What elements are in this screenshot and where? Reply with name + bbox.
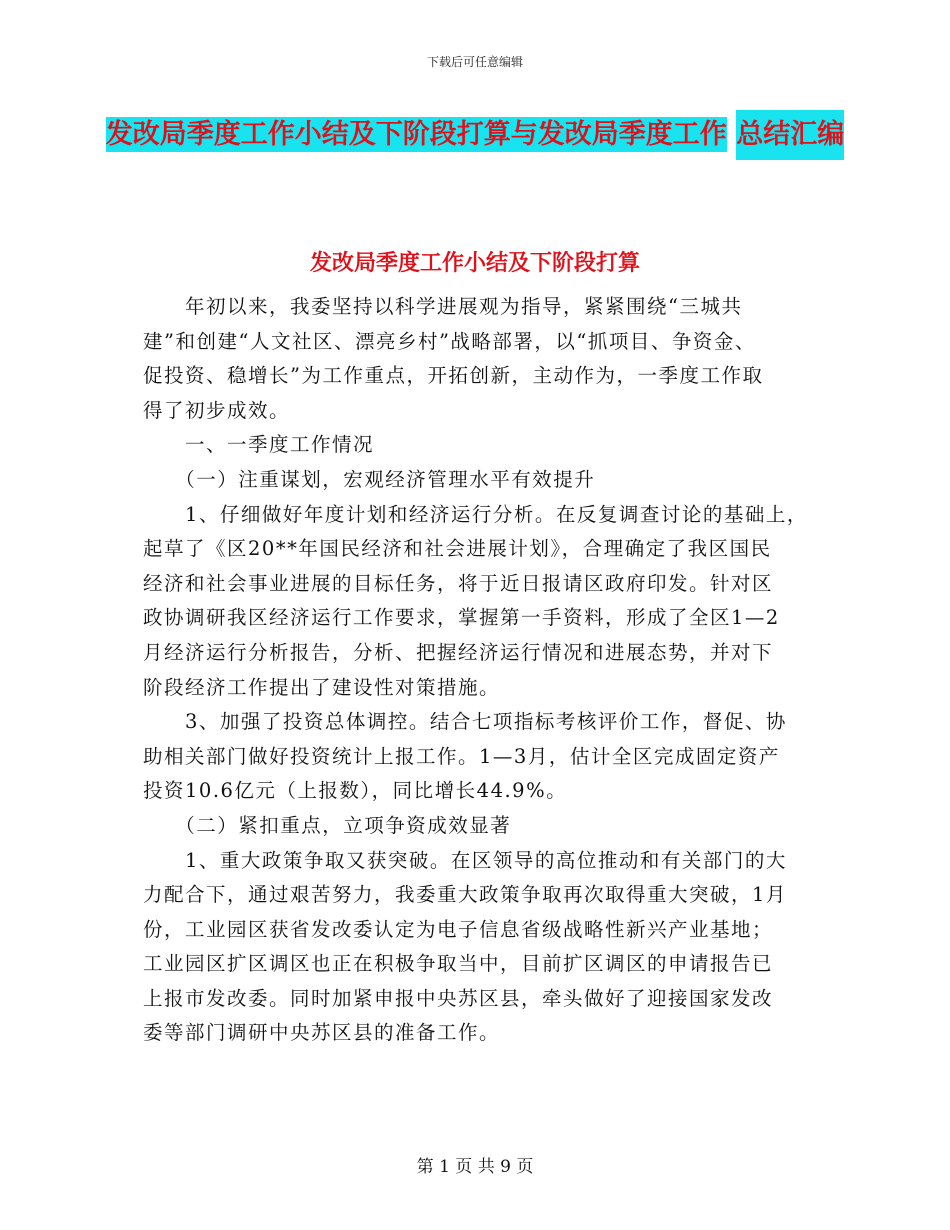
text-line: 起草了《区20**年国民经济和社会进展计划》，合理确定了我区国民 xyxy=(143,537,772,561)
text-line: 1、重大政策争取又获突破。在区领导的高位推动和有关部门的大 xyxy=(143,848,787,872)
text-line: 阶段经济工作提出了建设性对策措施。 xyxy=(143,675,501,699)
subsection-heading: （二）紧扣重点，立项争资成效显著 xyxy=(143,813,512,837)
main-title-line2: 总结汇编 xyxy=(736,110,844,160)
header-note: 下载后可任意编辑 xyxy=(426,55,523,69)
main-title xyxy=(0,108,950,160)
text-line: 政协调研我区经济运行工作要求，掌握第一手资料，形成了全区1—2 xyxy=(143,606,780,630)
subsection-heading: （一）注重谋划，宏观经济管理水平有效提升 xyxy=(143,467,596,491)
text-line: 1、仔细做好年度计划和经济运行分析。在反复调查讨论的基础上， xyxy=(143,502,808,526)
text-line: 建”和创建“人文社区、漂亮乡村”战略部署，以“抓项目、争资金、 xyxy=(143,329,756,353)
section-heading: 一、一季度工作情况 xyxy=(143,433,375,457)
text-line: 年初以来，我委坚持以科学进展观为指导，紧紧围绕“三城共 xyxy=(143,295,743,318)
text-line: 得了初步成效。 xyxy=(143,398,291,422)
text-line: 投资10.6亿元（上报数），同比增长44.9%。 xyxy=(143,779,568,803)
document-body xyxy=(143,290,818,1051)
text-line: 上报市发改委。同时加紧申报中央苏区县，牵头做好了迎接国家发改 xyxy=(143,986,774,1010)
text-line: 力配合下，通过艰苦努力，我委重大政策争取再次取得重大突破，1月 xyxy=(143,883,787,907)
section-subtitle: 发改局季度工作小结及下阶段打算 xyxy=(309,251,640,276)
text-line: 促投资、稳增长”为工作重点，开拓创新，主动作为，一季度工作取 xyxy=(143,364,764,388)
text-line: 经济和社会事业进展的目标任务，将于近日报请区政府印发。针对区 xyxy=(143,571,774,595)
text-line: 3、加强了投资总体调控。结合七项指标考核评价工作，督促、协 xyxy=(143,710,787,734)
text-line: 助相关部门做好投资统计上报工作。1—3月，估计全区完成固定资产 xyxy=(143,744,780,768)
main-title-line1: 发改局季度工作小结及下阶段打算与发改局季度工作 xyxy=(105,119,727,150)
page-footer: 第 1 页 共 9 页 xyxy=(416,1157,534,1177)
text-line: 份，工业园区获省发改委认定为电子信息省级战略性新兴产业基地； xyxy=(143,917,774,941)
text-line: 委等部门调研中央苏区县的准备工作。 xyxy=(143,1021,501,1045)
text-line: 工业园区扩区调区也正在积极争取当中，目前扩区调区的申请报告已 xyxy=(143,952,774,976)
text-line: 月经济运行分析报告，分析、把握经济运行情况和进展态势，并对下 xyxy=(143,640,774,664)
